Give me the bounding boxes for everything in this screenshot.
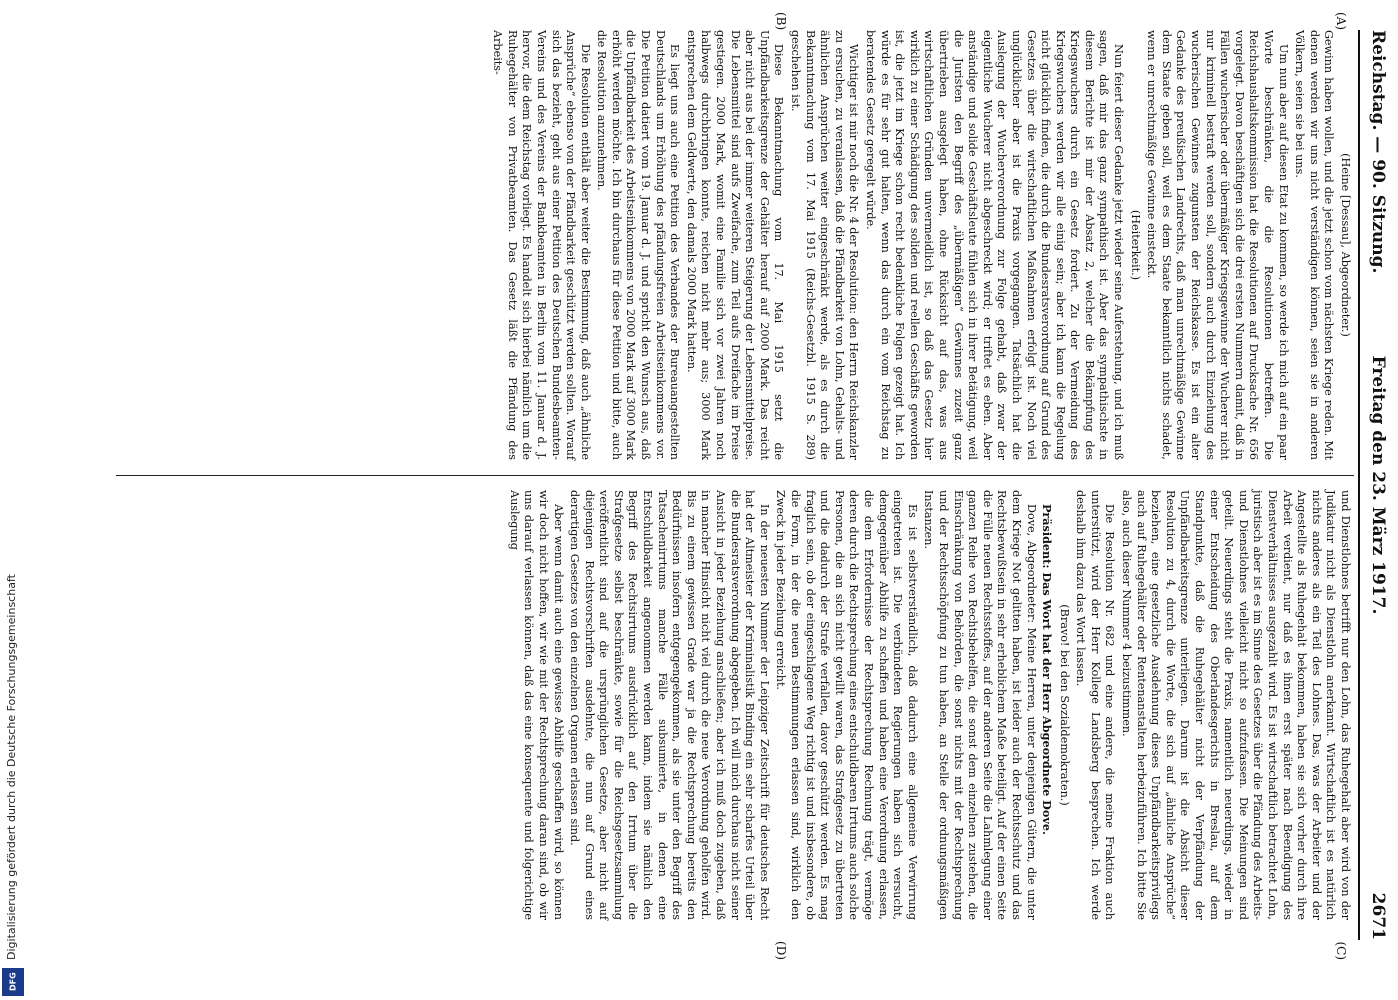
dfg-logo: DFG bbox=[2, 968, 24, 996]
speaker-president: Präsident: Das Wort hat der Herr Abgeordnete Dove. bbox=[1040, 504, 1055, 835]
right-column bbox=[118, 490, 1352, 920]
header-rule bbox=[1358, 30, 1360, 940]
paragraph: Diese Bekanntmachung vom 17. Mai 1915 setzt die Unpfändbarkeitsgrenze der Gehälter herauf auf 2000 Mark. Das reicht aber nicht aus bei der immer weiteren Steigerung der Lebensmittelpreise. Die Lebensmittel sind aufs Zweifache, zum Teil aufs Dreifache im Preise gestiegen. 2000 Mark, womit eine Familie sich vor zwei Jahren noch halbwegs durchbringen konnte, reichen nicht mehr aus; 3000 Mark entsprechen dem Geldwerte, den damals 2000 Mark hatten. bbox=[684, 30, 786, 460]
interjection: (Bravo! bei den Sozialdemokraten.) bbox=[1057, 604, 1071, 806]
paragraph: Gewinn haben wollen, und die jetzt schon vom nächsten Kriege reden. Mit denen werden wir uns nicht verständigen können, seien sie in anderen Völkern, seien sie bei uns. bbox=[1293, 30, 1336, 460]
paragraph: Die Resolution enthält aber weiter die Bestimmung, daß auch „ähnliche Ansprüche“ ebenso von der Pfändbarkeit geschützt werden sollten. Worauf sich das bezieht, geht aus einer Petition des Deutschen Bundesbeamten-Vereins und des Vereins der Bankbeamten in Berlin vom 11. Januar d. J. hervor, die dem Reichstag vorliegt. Es handelt sich hierbei nämlich um die Ruhegehälter von Privatbeamten. Das Gesetz läßt die Pfändung des Arbeits- bbox=[491, 30, 592, 460]
paragraph: Nun feiert dieser Gedanke jetzt wieder seine Auferstehung, und ich muß sagen, daß mir das ganz sympathisch ist. Aber das sympathischste in diesem Berichte ist mir der Absatz 2, welcher die Bekämpfung des Kriegswuchers durch ein Gesetz fordert. Zu der Vermeidung des Kriegswuchers werden wir alle einig sein; aber ich kann die Regelung nicht glücklich finden, die durch die Bundesratsverordnung auf Grund des Gesetzes über die wirtschaftlichen Maßnahmen erfolgt ist. Noch viel unglücklicher aber ist die Praxis vorgegangen. Tatsächlich hat die Auslegung der Wucherverordnung zur Folge gehabt, daß zwar der eigentliche Wucherer nicht abgeschreckt wird; er triftet es eben. Aber anständige und solide Geschäftsleute fühlen sich in ihrer Betätigung, weil die Juristen den Begriff des „übermäßigen“ Gewinnes zuzeit ganz übertrieben ausgelegt haben, ohne Rücksicht auf das, was aus wirtschaftlichen Gründen unvermeidlich ist, so daß das Gesetz hier wirklich zu einer Schädigung des soliden und reellen Geschäfts geworden ist, die jetzt im Kriege schon recht bedenkliche Folgen gezeigt hat. Ich würde es für sehr gut halten, wenn das durch ein vom Reichstag zu beratendes Gesetz geregelt würde. bbox=[864, 30, 1126, 460]
paragraph: Aber wenn damit auch eine gewisse Abhilfe geschaffen wird, so können wir doch nicht hoffen, wir wie mit der Rechtsprechung daran sind, ob wir uns darauf verlassen können, daß das eine konsequente und folgerichtige Auslegung bbox=[507, 490, 565, 920]
paragraph: Wichtiger ist mir noch die Nr. 4 der Resolution: den Herrn Reichskanzler zu ersuchen, zu veranlassen, daß die Pfändbarkeit von Lohn, Gehalts- und ähnlichen Ansprüchen weiter eingeschränkt werde, als es durch die Bekanntmachung vom 17. Mai 1915 (Reichs-Gesetzbl. 1915 S. 289) geschehen ist. bbox=[789, 30, 861, 460]
margin-letter-b: (B) bbox=[774, 12, 788, 31]
running-header bbox=[1362, 30, 1392, 940]
funding-credit: Digitalisierung gefördert durch die Deutsche Forschungsgemeinschaft bbox=[5, 574, 18, 960]
page-number: 2671 bbox=[1368, 892, 1388, 940]
paragraph: Die Resolution Nr. 682 und eine andere, die meine Fraktion auch unterstützt, wird der Herr Kollege Landsberg besprechen. Ich werde deshalb ihm dazu das Wort lassen. bbox=[1074, 490, 1117, 920]
speaker-continuation: (Heine [Dessau], Abgeordneter.) bbox=[1339, 153, 1352, 337]
column-divider bbox=[116, 475, 1354, 476]
interjection: (Heiterkeit.) bbox=[1128, 209, 1142, 281]
rotated-page-frame bbox=[108, 10, 1398, 960]
margin-letter-c: (C) bbox=[1334, 941, 1348, 960]
paragraph: Dove, Abgeordneter: Meine Herren, unter denjenigen Gütern, die unter dem Kriege Not gelitten haben, ist leider auch der Rechtsschutz und das Rechtsbewußtsein in sehr erheblichem Maße beteiligt. Auf der einen Seite die Fülle neuen Rechtsstoffes, auf der anderen Seite die Lahmlegung einer ganzen Reihe von Rechtsbehelfen, die sonst dem einzelnen zustehen, die Einschränkung von Behörden, die sonst nichts mit der Rechtsprechung und der Rechtsschöpfung zu tun haben, an Stelle der ordnungsmäßigen Instanzen. bbox=[922, 490, 1038, 920]
header-left: Reichstag. — 90. Sitzung. bbox=[1368, 30, 1388, 274]
paragraph: und Dienstlohnes betrifft nur den Lohn, das Ruhegehalt aber wird von der Judikatur nicht als Dienstlohn anerkannt. Wirtschaftlich ist es natürlich nichts anderes als ein Teil des Lohnes. Das, was der Arbeiter und der Angestellte als Ruhegehalt bekommen, haben sie sich vorher durch ihre Arbeit verdient, nur daß es ihnen erst später nach Beendigung des Dienstverhältnisses ausgezahlt wird. Es ist wirtschaftlich betrachtet Lohn, juristisch aber ist es im Sinne des Gesetzes über die Pfändung des Arbeits- und Dienstlohnes vielleicht nicht so aufzufassen. Die Meinungen sind geteilt. Neuerdings steht die Praxis, namentlich neuerdings, wieder in einer Entscheidung des Oberlandesgerichts in Breslau, auf dem Standpunkte, daß die Ruhegehälter nicht der Verpfändung der Unpfändbarkeitsgrenze unterliegen. Darum ist die Absicht dieser Resolution zu 4, durch die Worte, die sich auf „ähnliche Ansprüche“ beziehen, eine gesetzliche Ausdehnung dieses Unpfändbarkeitsprivilegs auch auf Ruhegehälter oder Rentenanstalten herbeizuführen. Ich bitte Sie also, auch dieser Nummer 4 beizustimmen. bbox=[1120, 490, 1352, 920]
margin-letter-a: (A) bbox=[1334, 12, 1348, 31]
paragraph: Es liegt uns auch eine Petition des Verbandes der Bureauangestellten Deutschlands um Erhöhung des pfändungsfreien Arbeitseinkommens vor. Die Petition datiert vom 19. Januar d. J. und spricht den Wunsch aus, daß die Unpfändbarkeit des Arbeitseinkommens von 2000 Mark auf 3000 Mark erhöht werden möchte. Ich bin durchaus für diese Petition und bitte, auch die Resolution anzunehmen. bbox=[595, 30, 682, 460]
margin-letter-d: (D) bbox=[774, 941, 788, 960]
paragraph: Um nun aber auf diesen Etat zu kommen, so werde ich mich auf ein paar Worte beschränken, die die Resolutionen betreffen. Die Reichshaushaltskommission hat die Resolutionen auf Drucksache Nr. 656 vorgelegt. Davon beschäftigen sich die drei ersten Nummern damit, daß in Fällen wucherischer oder übermäßiger Kriegsgewinne der Wucherer nicht nur kriminell bestraft werden soll, sondern auch durch Einziehung des wucherischen Gewinnes zugunsten der Reichskasse. Es ist ein alter Gedanke des preußischen Landrechts, daß man unrechtmäßige Gewinne dem Staate geben soll, weil es dem Staate bekanntlich nichts schadet, wenn er unrechtmäßige Gewinne einsteckt. bbox=[1145, 30, 1290, 460]
header-center: Freitag den 23. März 1917. bbox=[1368, 355, 1388, 615]
paragraph: Es ist selbstverständlich, daß dadurch eine allgemeine Verwirrung eingetreten ist. Die verbündeten Regierungen haben sich versucht, demgegenüber Abhilfe zu schaffen und haben eine Verordnung erlassen, die dem Erfordernisse der Rechtsprechung Rechnung trägt, vermöge deren durch die Rechtsprechung eines entschuldbaren Irrtums auch solche Personen, die an sich nicht gewillt waren, das Strafgesetz zu übertreten und die dadurch der Strafe verfallen, davor geschützt werden. Es mag fraglich sein, ob der eingeschlagene Weg richtig ist und insbesondere, ob die Form, in der die neuen Bestimmungen erlassen sind, wirklich den Zweck in jeder Beziehung erreicht. bbox=[774, 490, 919, 920]
left-column bbox=[118, 30, 1352, 460]
credit-strip bbox=[0, 0, 30, 1000]
paragraph: In der neuesten Nummer der Leipziger Zeitschrift für deutsches Recht hat der Altmeister der Kriminalistik Binding ein sehr scharfes Urteil über die Bundesratsverordnung abgegeben. Ich will mich durchaus nicht seiner Ansicht in jeder Beziehung anschließen; aber ich muß doch zugeben, daß in mancher Hinsicht nicht viel durch die neue Verordnung geholfen wird. Bis zu einem gewissen Grade war ja die Rechtsprechung bereits den Bedürfnissen insofern entgegengekommen, als sie unter den Begriff des Tatsachenirrtums manche Fälle subsumierte, in denen eine Entschuldbarkeit angenommen werden kann, indem sie nämlich den Begriff des Rechtsirrtums ausdrücklich auf den Irrtum über die Strafgesetze selbst beschränkte, sowie für die Reichsgesetzsammlung veröffentlicht sind auf die ursprünglichen Gesetze, aber nicht auf diejenigen Rechtsvorschriften ausdehnte, die nun auf Grund eines derartigen Gesetzes von den einzelnen Organen erlassen sind. bbox=[568, 490, 771, 920]
